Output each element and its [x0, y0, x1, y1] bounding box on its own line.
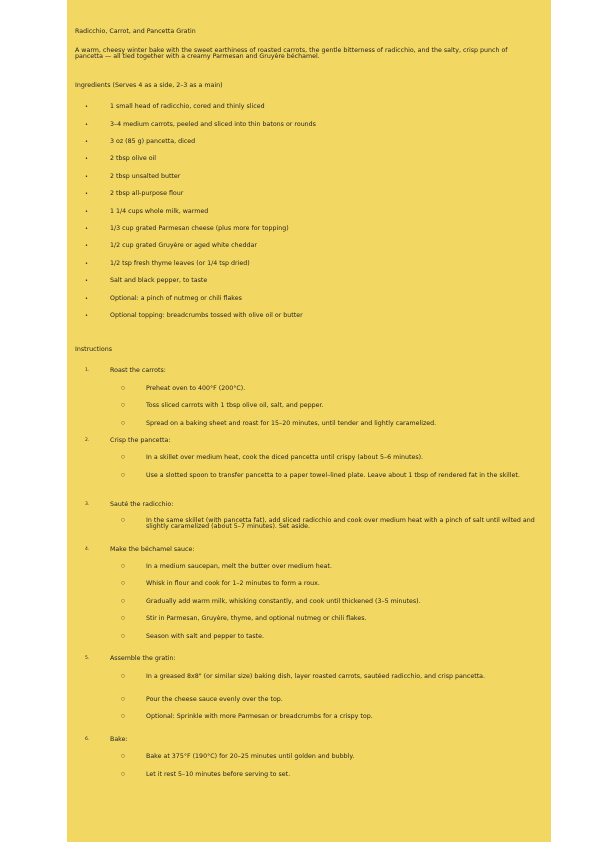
ingredient-text: 3 oz (85 g) pancetta, diced: [110, 138, 196, 145]
bullet-icon: •: [85, 122, 88, 128]
circle-bullet-icon: ○: [121, 403, 125, 408]
ingredient-item: [67, 139, 551, 146]
bullet-icon: •: [85, 139, 88, 145]
circle-bullet-icon: ○: [121, 697, 125, 702]
bullet-icon: •: [85, 174, 88, 180]
circle-bullet-icon: ○: [121, 455, 125, 460]
ingredient-text: Optional: a pinch of nutmeg or chili flakes: [110, 295, 242, 302]
ingredient-text: 2 tbsp unsalted butter: [110, 173, 181, 180]
bullet-icon: •: [85, 156, 88, 162]
circle-bullet-icon: ○: [121, 581, 125, 586]
circle-bullet-icon: ○: [121, 386, 125, 391]
bullet-icon: •: [85, 278, 88, 284]
step-title: Assemble the gratin:: [110, 655, 176, 662]
step-detail: In a skillet over medium heat, cook the diced pancetta until crispy (about 5–6 minutes).: [146, 454, 424, 461]
step-detail: Whisk in flour and cook for 1–2 minutes to form a roux.: [146, 580, 320, 587]
ingredient-item: [67, 313, 551, 320]
step-detail: Gradually add warm milk, whisking constantly, and cook until thickened (3–5 minutes).: [146, 598, 421, 605]
step-detail: Toss sliced carrots with 1 tbsp olive oil, salt, and pepper.: [146, 402, 324, 409]
step-detail: Let it rest 5–10 minutes before serving to set.: [146, 771, 291, 778]
circle-bullet-icon: ○: [121, 714, 125, 719]
bullet-icon: •: [85, 261, 88, 267]
circle-bullet-icon: ○: [121, 674, 125, 679]
ingredient-item: [67, 191, 551, 198]
ingredient-text: 1 small head of radicchio, cored and thinly sliced: [110, 103, 265, 110]
step-detail: Preheat oven to 400°F (200°C).: [146, 385, 246, 392]
ingredient-item: [67, 226, 551, 233]
ingredient-text: 1 1/4 cups whole milk, warmed: [110, 208, 209, 215]
ingredient-item: [67, 104, 551, 111]
step-detail: Spread on a baking sheet and roast for 15–20 minutes, until tender and lightly caramelized.: [146, 420, 437, 427]
step-number: 4.: [85, 547, 90, 552]
ingredient-item: [67, 174, 551, 181]
circle-bullet-icon: ○: [121, 634, 125, 639]
step-title: Sauté the radicchio:: [110, 501, 174, 508]
step-number: 5.: [85, 656, 90, 661]
ingredient-text: 2 tbsp all-purpose flour: [110, 190, 184, 197]
step-number: 3.: [85, 502, 90, 507]
step-number: 6.: [85, 737, 90, 742]
bullet-icon: •: [85, 243, 88, 249]
ingredient-text: Salt and black pepper, to taste: [110, 277, 208, 284]
step-title: Crisp the pancetta:: [110, 437, 171, 444]
ingredient-item: [67, 278, 551, 285]
circle-bullet-icon: ○: [121, 754, 125, 759]
step-title: Bake:: [110, 736, 128, 743]
bullet-icon: •: [85, 191, 88, 197]
ingredient-item: [67, 261, 551, 268]
circle-bullet-icon: ○: [121, 599, 125, 604]
ingredient-item: [67, 122, 551, 129]
circle-bullet-icon: ○: [121, 616, 125, 621]
step-detail: In the same skillet (with pancetta fat), add sliced radicchio and cook over medium heat with a pinch of salt until wilted and slightly caramelized (about 5–7 minutes). Set aside.: [146, 517, 535, 531]
ingredients-heading: Ingredients (Serves 4 as a side, 2–3 as a main): [75, 82, 223, 89]
circle-bullet-icon: ○: [121, 564, 125, 569]
ingredient-text: 2 tbsp olive oil: [110, 155, 157, 162]
step-number: 2.: [85, 438, 90, 443]
step-detail: In a greased 8x8" (or similar size) baking dish, layer roasted carrots, sautéed radicchio, and crisp pancetta.: [146, 673, 486, 680]
step-detail: In a medium saucepan, melt the butter over medium heat.: [146, 563, 332, 570]
ingredient-item: [67, 209, 551, 216]
bullet-icon: •: [85, 209, 88, 215]
circle-bullet-icon: ○: [121, 421, 125, 426]
bullet-icon: •: [85, 313, 88, 319]
ingredient-item: [67, 296, 551, 303]
ingredient-text: 1/2 cup grated Gruyère or aged white cheddar: [110, 242, 257, 249]
instructions-heading: Instructions: [75, 346, 112, 353]
bullet-icon: •: [85, 226, 88, 232]
ingredient-text: 1/2 tsp fresh thyme leaves (or 1/4 tsp dried): [110, 260, 250, 267]
circle-bullet-icon: ○: [121, 518, 125, 523]
step-detail: Use a slotted spoon to transfer pancetta to a paper towel–lined plate. Leave about 1 tbsp of rendered fat in the skillet.: [146, 472, 520, 479]
step-number: 1.: [85, 368, 90, 373]
recipe-intro: A warm, cheesy winter bake with the sweet earthiness of roasted carrots, the gentle bitterness of radicchio, and the salty, crisp punch of pancetta — all tied together with a creamy Parmesan and Gruyère béchamel.: [75, 47, 508, 61]
circle-bullet-icon: ○: [121, 473, 125, 478]
ingredient-item: [67, 243, 551, 250]
ingredient-text: Optional topping: breadcrumbs tossed with olive oil or butter: [110, 312, 303, 319]
recipe-title: Radicchio, Carrot, and Pancetta Gratin: [75, 28, 196, 35]
step-detail: Pour the cheese sauce evenly over the top.: [146, 696, 283, 703]
ingredient-text: 3–4 medium carrots, peeled and sliced into thin batons or rounds: [110, 121, 316, 128]
step-detail: Season with salt and pepper to taste.: [146, 633, 265, 640]
bullet-icon: •: [85, 104, 88, 110]
bullet-icon: •: [85, 296, 88, 302]
step-detail: Bake at 375°F (190°C) for 20–25 minutes until golden and bubbly.: [146, 753, 355, 760]
ingredient-text: 1/3 cup grated Parmesan cheese (plus more for topping): [110, 225, 289, 232]
circle-bullet-icon: ○: [121, 772, 125, 777]
ingredient-item: [67, 156, 551, 163]
step-detail: Stir in Parmesan, Gruyère, thyme, and optional nutmeg or chili flakes.: [146, 615, 367, 622]
recipe-page: [67, 0, 551, 842]
step-detail: Optional: Sprinkle with more Parmesan or breadcrumbs for a crispy top.: [146, 713, 373, 720]
step-title: Make the béchamel sauce:: [110, 546, 195, 553]
step-title: Roast the carrots:: [110, 367, 166, 374]
